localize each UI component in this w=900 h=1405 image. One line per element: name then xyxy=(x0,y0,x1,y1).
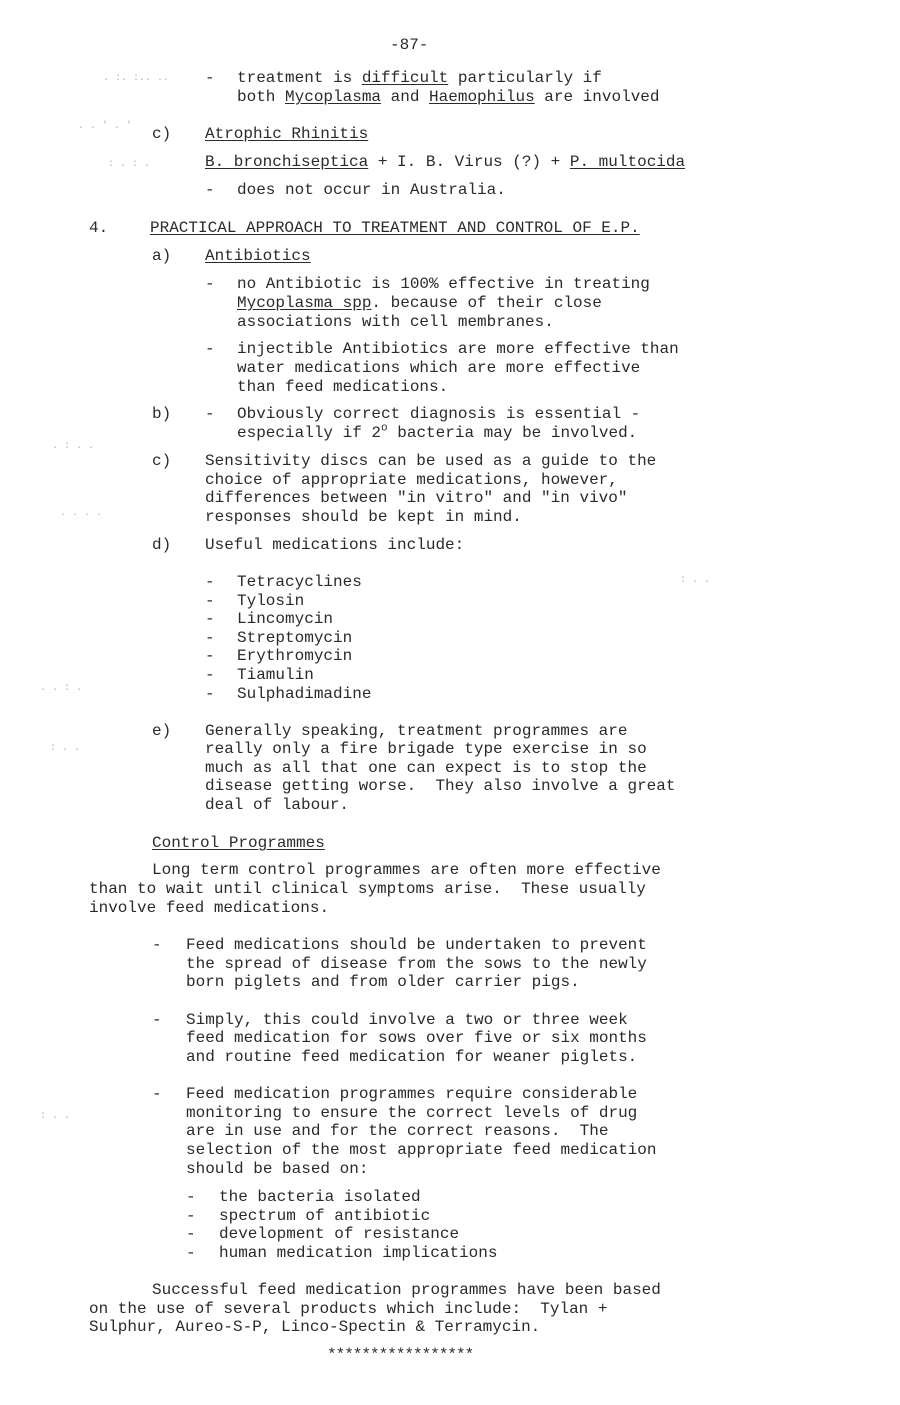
diagnosis-line: Obviously correct diagnosis is essential - xyxy=(237,405,641,423)
top-note-line-1 xyxy=(237,69,602,88)
injectible-note-line: water medications which are more effective xyxy=(237,359,641,377)
list-dash: - xyxy=(186,1207,196,1225)
end-marker: ***************** xyxy=(327,1346,474,1364)
basis-item: the bacteria isolated xyxy=(219,1188,421,1206)
organism-bronchiseptica: B. bronchiseptica xyxy=(205,153,369,171)
top-note-text: and xyxy=(381,88,430,106)
antibiotics-title: Antibiotics xyxy=(205,247,311,265)
medication-item: Sulphadimadine xyxy=(237,685,372,703)
bullet-dash: - xyxy=(152,1011,162,1029)
treatment-line: really only a fire brigade type exercise in so xyxy=(205,740,647,758)
control-bullet-line: should be based on: xyxy=(186,1160,369,1178)
sensitivity-line: differences between "in vitro" and "in vivo" xyxy=(205,489,628,507)
closing-line: Successful feed medication programmes have been based xyxy=(152,1281,661,1299)
scan-speck: : . . xyxy=(40,1111,71,1122)
bullet-dash: - xyxy=(152,1085,162,1103)
top-note-text: both xyxy=(237,88,286,106)
sensitivity-line: choice of appropriate medications, however, xyxy=(205,471,618,489)
antibiotic-note-line xyxy=(237,294,602,313)
top-note-text: are involved xyxy=(534,88,660,106)
item-label: c) xyxy=(152,452,172,470)
medication-item: Tiamulin xyxy=(237,666,314,684)
atrophic-rhinitis-causes xyxy=(205,153,685,172)
scan-speck: : . . xyxy=(50,743,81,754)
scan-speck: . . ' . ' xyxy=(78,121,133,132)
closing-line: on the use of several products which include: Tylan + xyxy=(89,1300,608,1318)
top-note-dash: - xyxy=(205,69,215,87)
page-number: -87- xyxy=(390,36,429,54)
note-dash: - xyxy=(205,181,215,199)
basis-item: development of resistance xyxy=(219,1225,460,1243)
basis-item: human medication implications xyxy=(219,1244,498,1262)
top-note-line-2 xyxy=(237,88,660,107)
bullet-dash: - xyxy=(152,936,162,954)
top-note-prefix: treatment is xyxy=(237,69,362,87)
treatment-line: disease getting worse. They also involve a great xyxy=(205,777,676,795)
section-heading: PRACTICAL APPROACH TO TREATMENT AND CONTROL OF E.P. xyxy=(150,219,640,237)
control-bullet-line: born piglets and from older carrier pigs. xyxy=(186,973,580,991)
item-label: b) xyxy=(152,405,172,423)
control-heading: Control Programmes xyxy=(152,834,325,852)
list-dash: - xyxy=(205,610,215,628)
list-dash: - xyxy=(205,629,215,647)
antibiotic-note-line: no Antibiotic is 100% effective in treating xyxy=(237,275,650,293)
treatment-line: deal of labour. xyxy=(205,796,350,814)
list-dash: - xyxy=(186,1244,196,1262)
basis-item: spectrum of antibiotic xyxy=(219,1207,431,1225)
list-dash: - xyxy=(205,647,215,665)
top-note-suffix: particularly if xyxy=(448,69,602,87)
organism-mycoplasma: Mycoplasma xyxy=(285,88,382,106)
list-dash: - xyxy=(186,1225,196,1243)
list-dash: - xyxy=(205,685,215,703)
control-bullet-line: and routine feed medication for weaner piglets. xyxy=(186,1048,638,1066)
medication-item: Tetracyclines xyxy=(237,573,362,591)
organism-haemophilus: Haemophilus xyxy=(429,88,535,106)
control-intro-line: than to wait until clinical symptoms arise. These usually xyxy=(89,880,646,898)
medication-item: Erythromycin xyxy=(237,647,353,665)
organism-multocida: P. multocida xyxy=(569,153,686,171)
list-dash: - xyxy=(186,1188,196,1206)
control-bullet-line: Feed medications should be undertaken to prevent xyxy=(186,936,647,954)
medications-intro: Useful medications include: xyxy=(205,536,465,554)
scan-speck: : . : . xyxy=(108,159,151,170)
antibiotic-note-text: . because of their close xyxy=(371,294,602,312)
injectible-note-line: injectible Antibiotics are more effective than xyxy=(237,340,679,358)
control-bullet-line: are in use and for the correct reasons. The xyxy=(186,1122,609,1140)
scan-speck: . . : . xyxy=(40,683,83,694)
scan-speck: : . . xyxy=(680,575,711,586)
control-bullet-line: Simply, this could involve a two or three week xyxy=(186,1011,628,1029)
medication-item: Tylosin xyxy=(237,592,305,610)
medication-item: Lincomycin xyxy=(237,610,334,628)
scan-speck: . . . . xyxy=(60,508,103,519)
control-bullet-line: monitoring to ensure the correct levels of drug xyxy=(186,1104,638,1122)
item-label: c) xyxy=(152,125,172,143)
superscript: o xyxy=(381,422,388,435)
treatment-line: much as all that one can expect is to stop the xyxy=(205,759,647,777)
bullet-dash: - xyxy=(205,275,215,293)
list-dash: - xyxy=(205,573,215,591)
cause-text: + I. B. Virus (?) + xyxy=(368,153,570,171)
atrophic-rhinitis-title: Atrophic Rhinitis xyxy=(205,125,369,143)
control-bullet-line: the spread of disease from the sows to the newly xyxy=(186,955,647,973)
bullet-dash: - xyxy=(205,340,215,358)
item-label: e) xyxy=(152,722,172,740)
control-intro-line: Long term control programmes are often more effective xyxy=(152,861,661,879)
item-label: d) xyxy=(152,536,172,554)
sensitivity-line: Sensitivity discs can be used as a guide to the xyxy=(205,452,657,470)
scan-speck: . : . . xyxy=(52,441,95,452)
section-number: 4. xyxy=(89,219,109,237)
control-bullet-line: Feed medication programmes require considerable xyxy=(186,1085,638,1103)
list-dash: - xyxy=(205,592,215,610)
diagnosis-text: especially if 2 xyxy=(237,424,382,442)
sensitivity-line: responses should be kept in mind. xyxy=(205,508,522,526)
medication-item: Streptomycin xyxy=(237,629,353,647)
control-bullet-line: feed medication for sows over five or six months xyxy=(186,1029,647,1047)
antibiotic-note-line: associations with cell membranes. xyxy=(237,313,554,331)
organism-mycoplasma-spp: Mycoplasma spp xyxy=(237,294,372,312)
control-intro-line: involve feed medications. xyxy=(89,899,330,917)
treatment-line: Generally speaking, treatment programmes are xyxy=(205,722,628,740)
list-dash: - xyxy=(205,666,215,684)
injectible-note-line: than feed medications. xyxy=(237,378,449,396)
scan-speck: . :. :.. .. xyxy=(103,73,170,84)
diagnosis-line xyxy=(237,424,637,443)
australia-note: does not occur in Australia. xyxy=(237,181,506,199)
item-label: a) xyxy=(152,247,172,265)
diagnosis-text: bacteria may be involved. xyxy=(387,424,638,442)
control-bullet-line: selection of the most appropriate feed medication xyxy=(186,1141,657,1159)
bullet-dash: - xyxy=(205,405,215,423)
closing-line: Sulphur, Aureo-S-P, Linco-Spectin & Terramycin. xyxy=(89,1318,541,1336)
top-note-emphasis: difficult xyxy=(361,69,449,87)
